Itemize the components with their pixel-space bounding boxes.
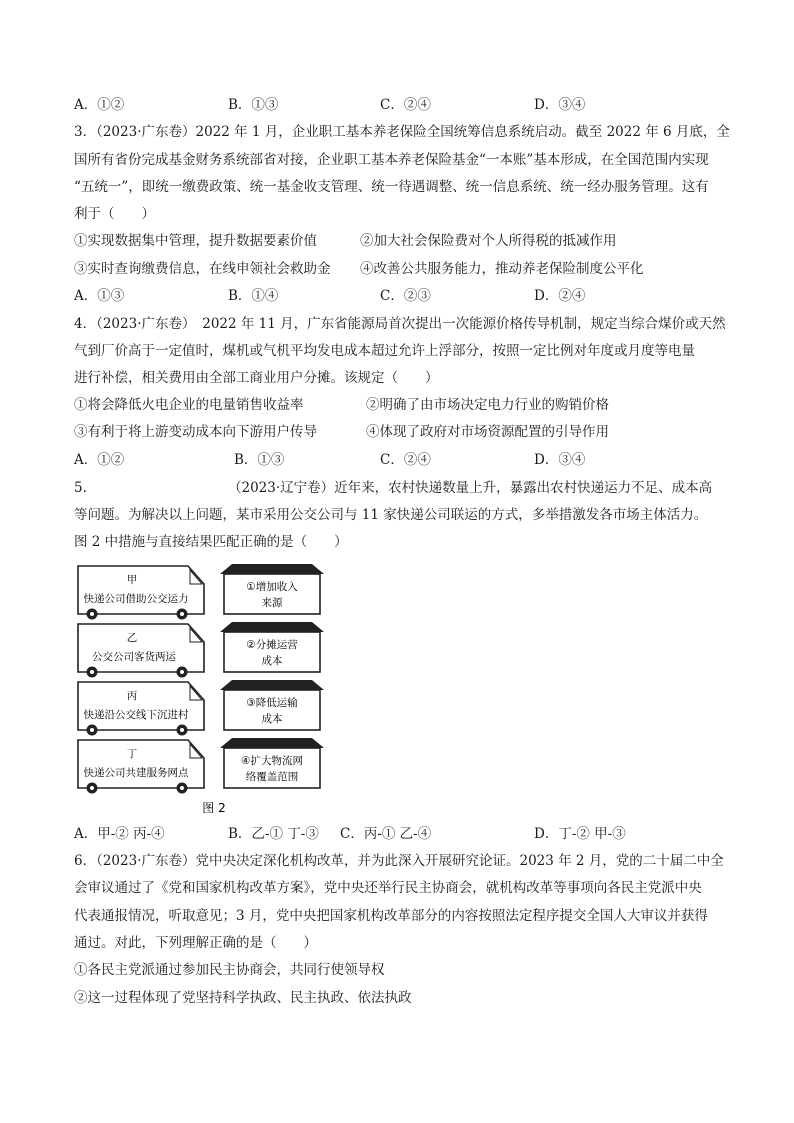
house-3-line-1: ③降低运输: [246, 697, 298, 709]
q5-number: 5.: [74, 480, 87, 496]
q6-item-2: ②这一过程体现了党坚持科学执政、民主执政、依法执政: [74, 990, 412, 1006]
q3-option-d: D．②④: [534, 288, 586, 304]
truck-jia-tag: 甲: [126, 574, 138, 586]
house-2: [220, 622, 324, 672]
q4-stem-line-1: 4．（2023·广东卷） 2022 年 11 月，广东省能源局首次提出一次能源价格传导机制，规定当综合煤价或天然: [74, 316, 726, 332]
q4-option-a: A．①②: [74, 452, 125, 468]
q2-option-b: B．①③: [228, 97, 279, 113]
truck-bing: [78, 682, 204, 736]
q4-item-3: ③有利于将上游变动成本向下游用户传导: [74, 424, 317, 440]
q6-stem-line-3: 代表通报情况，听取意见；3 月，党中央把国家机构改革部分的内容按照法定程序提交全国人大审议并获得: [74, 908, 708, 924]
q3-stem-line-3: “五统一”，即统一缴费政策、统一基金收支管理、统一待遇调整、统一信息系统、统一经办服务管理。这有: [74, 179, 709, 195]
q2-option-d: D．③④: [534, 97, 586, 113]
q5-stem-line-1: （2023·辽宁卷）近年来，农村快递数量上升，暴露出农村快递运力不足、成本高: [228, 480, 713, 496]
q6-stem-line-1: 6．（2023·广东卷）党中央决定深化机构改革，并为此深入开展研究论证。2023 年 2 月，党的二十届二中全: [74, 853, 724, 869]
truck-bing-tag: 丙: [126, 690, 138, 702]
q4-item-1: ①将会降低火电企业的电量销售收益率: [74, 397, 304, 413]
truck-ding-tag: 丁: [126, 748, 138, 760]
figure-caption: 图 2: [202, 801, 226, 815]
truck-ding: [78, 740, 204, 794]
q3-option-a: A．①③: [74, 288, 125, 304]
figure-2: [72, 562, 334, 824]
q6-stem-line-4: 通过。对此，下列理解正确的是（ ）: [74, 935, 317, 951]
house-1-line-1: ①增加收入: [246, 581, 298, 593]
house-2-line-1: ②分摊运营: [246, 639, 298, 651]
q2-option-a: A．①②: [74, 97, 125, 113]
q5-option-d: D．丁-② 甲-③: [534, 826, 626, 842]
q4-item-2: ②明确了由市场决定电力行业的购销价格: [366, 397, 609, 413]
truck-yi-tag: 乙: [126, 632, 138, 644]
q4-option-c: C．②④: [380, 452, 431, 468]
q6-item-1: ①各民主党派通过参加民主协商会，共同行使领导权: [74, 962, 385, 978]
house-2-line-2: 成本: [261, 655, 283, 667]
q3-option-c: C．②③: [380, 288, 431, 304]
q3-item-1: ①实现数据集中管理，提升数据要素价值: [74, 233, 317, 249]
q4-stem-line-2: 气到厂价高于一定值时，煤机或气机平均发电成本超过允许上浮部分，按照一定比例对年度或月度等电量: [74, 343, 695, 359]
q3-stem-line-2: 国所有省份完成基金财务系统部省对接，企业职工基本养老保险基金“一本账”基本形成，在全国范围内实现: [74, 152, 709, 168]
house-4-line-1: ④扩大物流网: [241, 755, 303, 767]
q2-option-c: C．②④: [380, 97, 431, 113]
q3-stem-line-1: 3．（2023·广东卷）2022 年 1 月，企业职工基本养老保险全国统筹信息系统启动。截至 2022 年 6 月底，全: [74, 124, 730, 140]
q5-option-a: A．甲-② 丙-④: [74, 826, 165, 842]
house-4-line-2: 络覆盖范围: [245, 771, 299, 783]
house-3: [220, 680, 324, 730]
q5-stem-line-2: 等问题。为解决以上问题，某市采用公交公司与 11 家快递公司联运的方式，多举措激发各市场主体活力。: [74, 507, 708, 523]
q3-option-b: B．①④: [228, 288, 279, 304]
q4-item-4: ④体现了政府对市场资源配置的引导作用: [366, 424, 609, 440]
house-4: [220, 738, 324, 788]
truck-jia-text: 快递公司借助公交运力: [83, 593, 189, 605]
truck-bing-text: 快递沿公交线下沉进村: [83, 709, 189, 721]
house-3-line-2: 成本: [261, 713, 283, 725]
house-1: [220, 564, 324, 614]
q5-stem-line-3: 图 2 中措施与直接结果匹配正确的是（ ）: [74, 534, 348, 550]
q3-item-2: ②加大社会保险费对个人所得税的抵减作用: [360, 233, 617, 249]
q5-option-c: C．丙-① 乙-④: [340, 826, 432, 842]
q3-item-4: ④改善公共服务能力，推动养老保险制度公平化: [360, 261, 644, 277]
q4-option-d: D．③④: [534, 452, 586, 468]
q6-stem-line-2: 会审议通过了《党和国家机构改革方案》，党中央还举行民主协商会，就机构改革等事项向各民主党派中央: [74, 880, 702, 896]
q4-stem-line-3: 进行补偿，相关费用由全部工商业用户分摊。该规定（ ）: [74, 370, 439, 386]
q4-option-b: B．①③: [234, 452, 285, 468]
truck-ding-text: 快递公司共建服务网点: [83, 767, 189, 779]
house-1-line-2: 来源: [261, 597, 283, 609]
q3-stem-line-4: 利于（ ）: [74, 206, 155, 222]
truck-yi-text: 公交公司客货两运: [92, 651, 176, 663]
truck-jia: [78, 566, 204, 620]
truck-yi: [78, 624, 204, 678]
q3-item-3: ③实时查询缴费信息，在线申领社会救助金: [74, 261, 331, 277]
q5-option-b: B．乙-① 丁-③: [228, 826, 319, 842]
